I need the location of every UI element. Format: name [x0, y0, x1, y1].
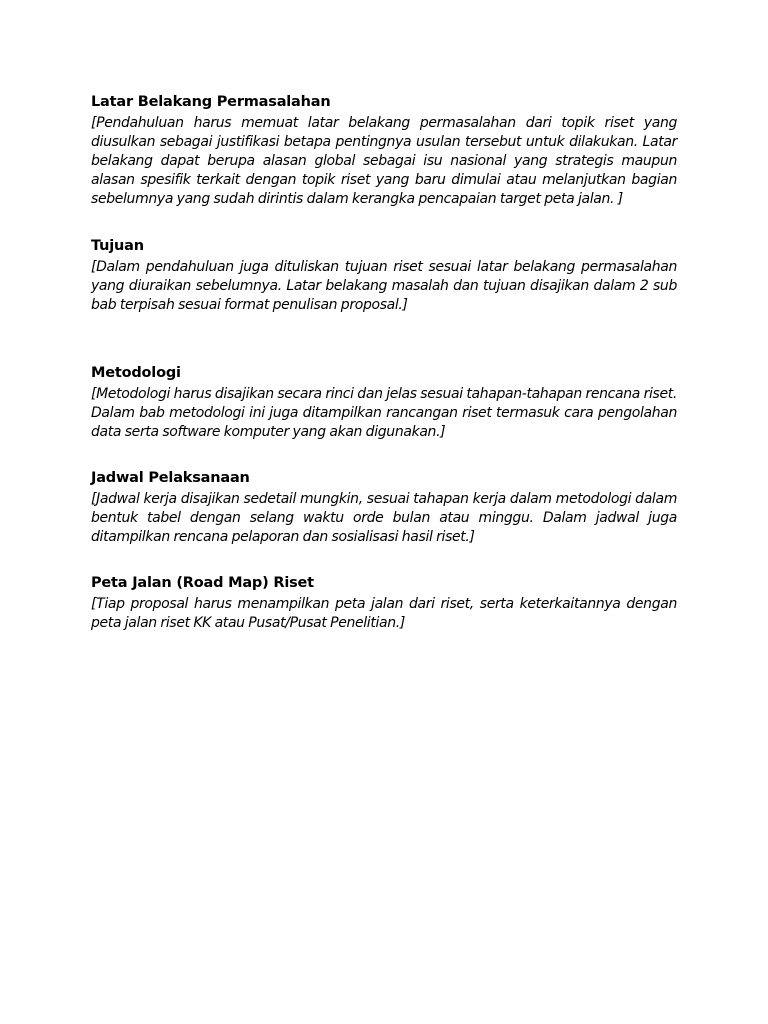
document-content: [91, 92, 677, 633]
section-body: [Jadwal kerja disajikan sedetail mungkin, sesuai tahapan kerja dalam metodologi dalam bentuk tabel dengan selang waktu orde bulan atau minggu. Dalam jadwal juga ditampilkan rencana pelaporan dan sosialisasi hasil riset.]: [91, 491, 677, 545]
section-heading: Jadwal Pelaksanaan: [91, 470, 250, 486]
section-metodologi: [91, 363, 677, 442]
section-tujuan: [91, 236, 677, 315]
section-latar-belakang: [91, 92, 677, 209]
section-heading: Latar Belakang Permasalahan: [91, 94, 331, 110]
section-jadwal-pelaksanaan: [91, 468, 677, 547]
section-heading: Peta Jalan (Road Map) Riset: [91, 575, 314, 591]
section-body: [Tiap proposal harus menampilkan peta jalan dari riset, serta keterkaitannya dengan peta jalan riset KK atau Pusat/Pusat Penelitian.]: [91, 596, 677, 631]
section-body: [Pendahuluan harus memuat latar belakang permasalahan dari topik riset yang diusulkan sebagai justifikasi betapa pentingnya usulan tersebut untuk dilakukan. Latar belakang dapat berupa alasan global sebagai isu nasional yang strategis maupun alasan spesifik terkait dengan topik riset yang baru dimulai atau melanjutkan bagian sebelumnya yang sudah dirintis dalam kerangka pencapaian target peta jalan. ]: [91, 115, 677, 207]
section-body: [Metodologi harus disajikan secara rinci dan jelas sesuai tahapan-tahapan rencana riset. Dalam bab metodologi ini juga ditampilkan rancangan riset termasuk cara pengolahan data serta software komputer yang akan digunakan.]: [91, 386, 677, 440]
section-peta-jalan: [91, 573, 677, 633]
section-body: [Dalam pendahuluan juga dituliskan tujuan riset sesuai latar belakang permasalahan yang diuraikan sebelumnya. Latar belakang masalah dan tujuan disajikan dalam 2 sub bab terpisah sesuai format penulisan proposal.]: [91, 259, 677, 313]
section-heading: Metodologi: [91, 365, 181, 381]
section-heading: Tujuan: [91, 238, 144, 254]
